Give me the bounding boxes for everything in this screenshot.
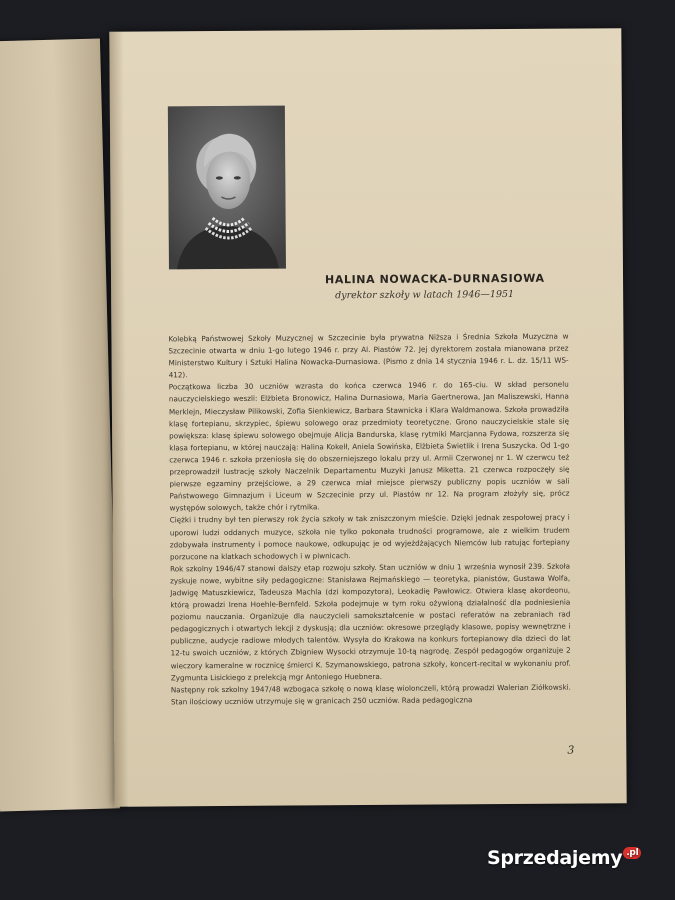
paragraph: Następny rok szkolny 1947/48 wzbogaca szkołę o nową klasę wiolonczeli, którą prowadzi Walerian Ziółkowski. Stan ilościowy uczniów utrzymuje się w granicach 250 uczniów. Rada pedagogiczna	[170, 682, 571, 707]
paragraph: Rok szkolny 1946/47 stanowi dalszy etap rozwoju szkoły. Stan uczniów w dniu 1 września wynosił 239. Szkoła zyskuje nowe, wybitne siły pedagogiczne: Stanisława Rejmańskiego — teoretyka, pianistów, Gustawa Wolfa, Jadwigę Matuszkiewicz, Tadeusza Machla (dzi kompozytora), Leokadię Pawłowicz. Otwiera klasę akordeonu, którą prowadzi Irena Hoehle-Bernfeld. Szkoła podejmuje w tym roku ożywioną działalność dla podniesienia poziomu nauczania. Organizuje dla nauczycieli samokształcenie w postaci referatów na zebraniach rad pedagogicznych i otwartych lekcji z dyskusją; dla uczniów: okresowe przeglądy klasowe, popisy wewnętrzne i publiczne, audycje radiowe młodych talentów. Wysyła do Krakowa na konkurs fortepianowy dla dzieci do lat 12-tu swoich uczniów, z których Zbigniew Wysocki otrzymuje 10-tą nagrodę. Zespół pedagogów organizuje 2 wieczory kameralne w rocznicę śmierci K. Szymanowskiego, patrona szkoły, koncert-recital w wykonaniu prof. Zygmunta Lisickiego z prelekcją mgr Antoniego Huebnera.	[170, 561, 571, 683]
caption	[311, 271, 616, 301]
page-number: 3	[567, 743, 575, 757]
person-role: dyrektor szkoły w latach 1946—1951	[335, 288, 515, 302]
paragraph: Ciężki i trudny był ten pierwszy rok życia szkoły w tak zniszczonym mieście. Dzięki jednak zespołowej pracy i uporowi ludzi oddanych muzyce, szkoła nie tylko pokonała trudności programowe, ale z wielkim trudem zdobywała instrumenty i pomoce naukowe, odkupując je od wyjeżdżających Niemców lub ratując fortepiany porzucone na klatkach schodowych i w piwnicach.	[169, 513, 570, 562]
paragraph: Kolebką Państwowej Szkoły Muzycznej w Szczecinie była prywatna Niższa i Średnia Szkoła Muzyczna w Szczecinie otwarta w dniu 1-go lutego 1946 r. przy Al. Piastów 72. Jej dyrektorem została mianowana przez Ministerstwo Kultury i Sztuki Halina Nowacka-Durnasiowa. (Pismo z dnia 14 stycznia 1946 r. L. dz. 15/11 WS-412).	[168, 331, 569, 380]
person-name: HALINA NOWACKA-DURNASIOWA	[324, 271, 545, 287]
watermark-brand: Sprzedajemy	[487, 847, 623, 869]
portrait-photo	[168, 106, 286, 270]
watermark-tld: .pl	[623, 847, 641, 859]
watermark-logo	[487, 847, 641, 869]
article-body	[168, 331, 571, 709]
previous-page	[0, 39, 120, 812]
document-page	[109, 28, 626, 807]
paragraph: Początkowa liczba 30 uczniów wzrasta do końca czerwca 1946 r. do 165-ciu. W skład personelu nauczycielskiego weszli: Elżbieta Bronowicz, Halina Durnasiowa, Maria Gaertnerowa, Jan Maliszewski, Hanna Merklejn, Mieczysław Pilikowski, Zofia Sienkiewicz, Barbara Stawnicka i Klara Waldmanowa. Szkoła prowadziła klasę fortepianu, skrzypiec, śpiewu solowego oraz przedmioty teoretyczne. Grono nauczycielskie stale się powiększa: klasę śpiewu solowego obejmuje Alicja Bandurska, klasę rytmiki Marcjanna Fydowa, rozszerza się klasa fortepianu, w której nauczają: Halina Kokelł, Aniela Sowińska, Elżbieta Świetlik i Irena Suszycka. Od 1-go czerwca 1946 r. szkoła przeniosła się do obszerniejszego lokalu przy ul. Armii Czerwonej nr 1. W czerwcu też przeprowadził lustrację szkoły Naczelnik Departamentu Muzyki Janusz Miketta. 21 czerwca rozpoczęły się pierwsze egzaminy przejściowe, a 29 czerwca miał miejsce pierwszy publiczny popis uczniów w sali Państwowego Gimnazjum i Liceum w Szczecinie przy ul. Piastów nr 12. Na program złożyły się, prócz występów solowych, także chór i rytmika.	[168, 379, 570, 513]
